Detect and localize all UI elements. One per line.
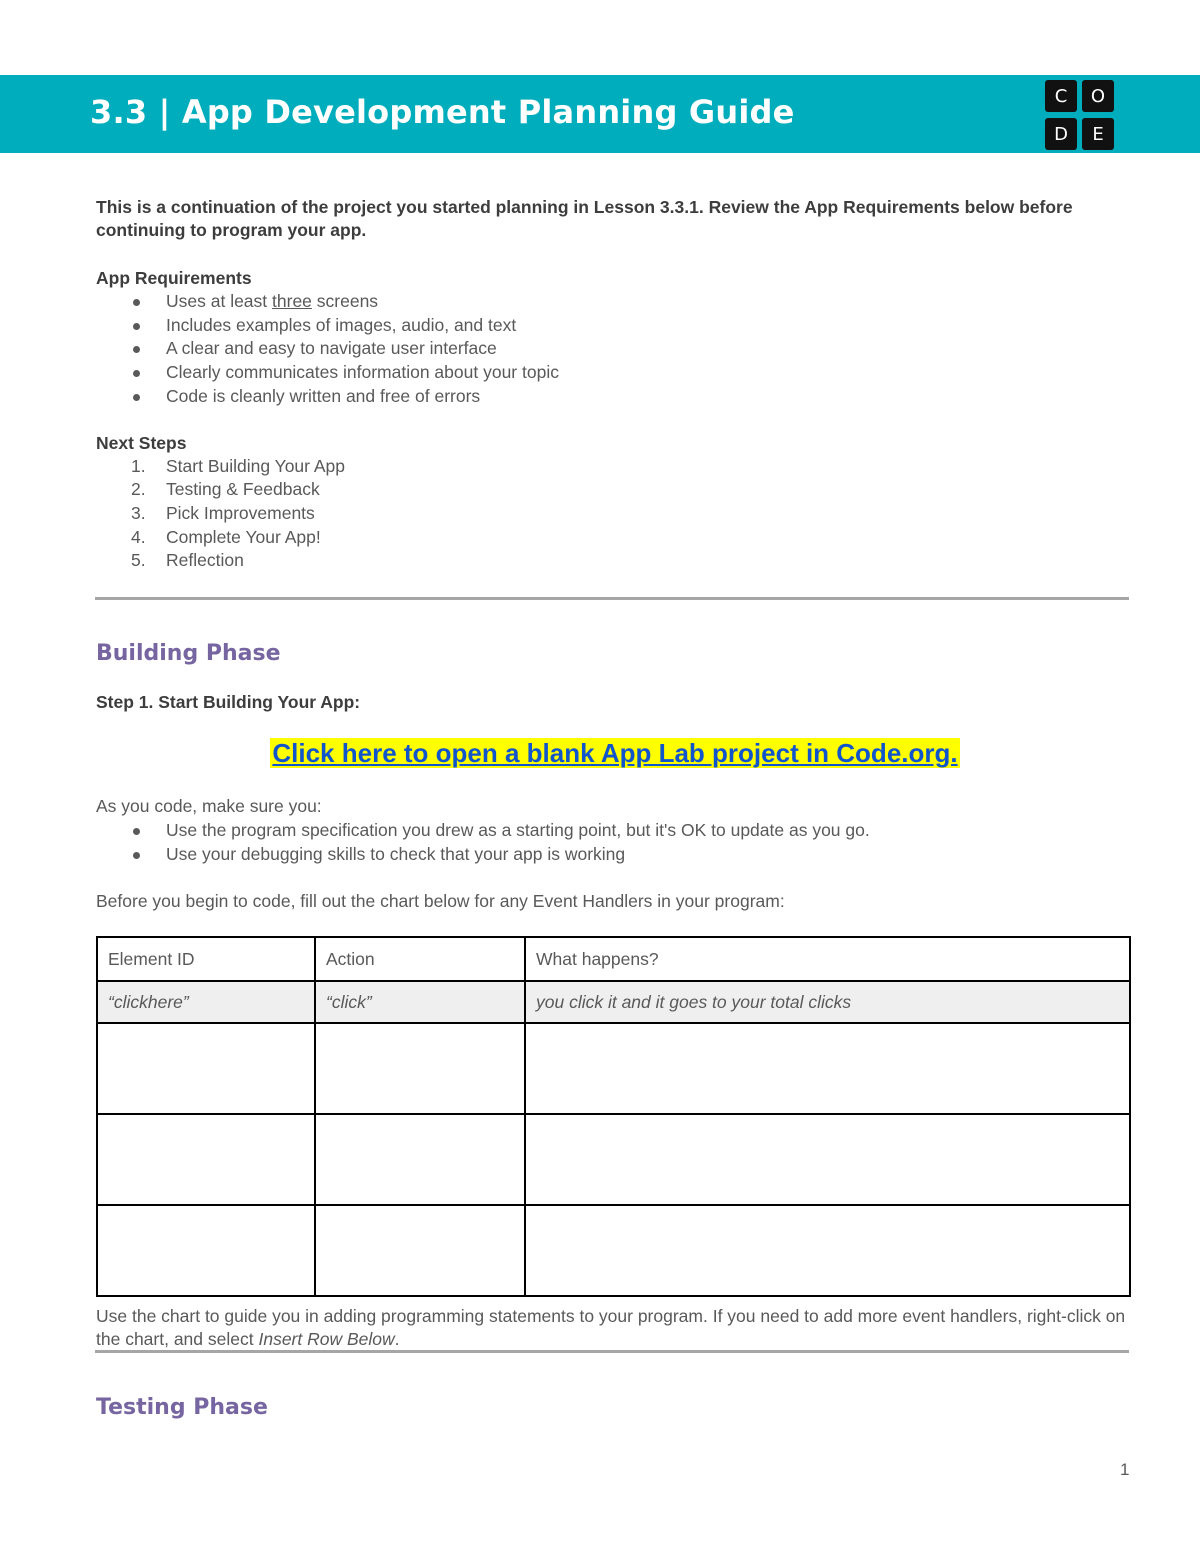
table-row (97, 1114, 1130, 1205)
item-text: Use the program specification you drew as a starting point, but it's OK to update as you go. (166, 820, 870, 840)
list-item (96, 290, 1136, 314)
logo-tile: D (1045, 118, 1077, 150)
note-italic-text: Insert Row Below (258, 1329, 395, 1349)
table-row (97, 1023, 1130, 1114)
step-number: 3. (131, 502, 146, 523)
step-number: 1. (131, 455, 146, 476)
table-row (97, 1205, 1130, 1296)
note-text: . (394, 1329, 400, 1349)
open-app-lab-link[interactable]: Click here to open a blank App Lab project in Code.org. (272, 738, 958, 768)
app-requirements-label: App Requirements (96, 268, 252, 288)
item-text: screens (311, 291, 379, 311)
item-text: Includes examples of images, audio, and text (166, 314, 517, 335)
list-item (96, 819, 1136, 843)
table-cell[interactable] (525, 1023, 1130, 1114)
as-you-code-text: As you code, make sure you: (96, 796, 322, 816)
section-divider (95, 597, 1129, 600)
header-what-happens: What happens? (525, 937, 1130, 981)
testing-phase-heading: Testing Phase (96, 1395, 268, 1420)
table-cell[interactable] (97, 1205, 315, 1296)
list-item (96, 502, 1136, 526)
item-text: Use your debugging skills to check that your app is working (166, 843, 626, 864)
bullet-icon (133, 346, 140, 353)
intro-section (96, 196, 1136, 573)
step-1-title: Step 1. Start Building Your App: (96, 692, 361, 712)
list-item (96, 843, 1136, 867)
table-cell[interactable] (97, 1114, 315, 1205)
step-number: 5. (131, 550, 146, 571)
step-number: 4. (131, 526, 146, 547)
step-text: Start Building Your App (166, 455, 346, 476)
table-cell[interactable] (525, 1114, 1130, 1205)
item-text: A clear and easy to navigate user interface (166, 338, 497, 359)
list-item (96, 337, 1136, 361)
step-number: 2. (131, 479, 146, 500)
logo-tile: C (1045, 80, 1077, 112)
coding-tips-list (96, 819, 1136, 866)
note-text: Use the chart to guide you in adding programming statements to your program. If you need to add more event handlers, right-click on the chart, and select (96, 1306, 1126, 1349)
table-cell[interactable] (315, 1205, 525, 1296)
bullet-icon (133, 323, 140, 330)
step-text: Reflection (166, 550, 244, 571)
bullet-icon (133, 828, 140, 835)
header-banner (0, 75, 1200, 153)
bullet-icon (133, 299, 140, 306)
next-steps-list (96, 455, 1136, 574)
next-steps-label: Next Steps (96, 432, 187, 453)
logo-tile: E (1082, 118, 1114, 150)
item-text: Uses at least (166, 291, 273, 311)
table-header-row (97, 937, 1130, 981)
list-item (96, 549, 1136, 573)
page-number: 1 (1120, 1460, 1130, 1479)
table-cell[interactable]: “click” (315, 981, 525, 1023)
table-cell[interactable] (525, 1205, 1130, 1296)
list-item (96, 385, 1136, 409)
table-cell[interactable]: “clickhere” (97, 981, 315, 1023)
building-phase-heading: Building Phase (96, 641, 281, 666)
list-item (96, 526, 1136, 550)
step-text: Pick Improvements (166, 502, 315, 523)
item-text: Clearly communicates information about your topic (166, 362, 559, 383)
before-code-text: Before you begin to code, fill out the chart below for any Event Handlers in your program: (96, 891, 785, 911)
table-cell[interactable] (97, 1023, 315, 1114)
link-container (0, 738, 1200, 769)
step-text: Testing & Feedback (166, 479, 320, 500)
table-cell[interactable]: you click it and it goes to your total clicks (525, 981, 1130, 1023)
logo-tile: O (1082, 80, 1114, 112)
code-org-logo (1045, 80, 1115, 150)
list-item (96, 455, 1136, 479)
app-requirements-list (96, 290, 1136, 409)
table-row (97, 981, 1130, 1023)
table-cell[interactable] (315, 1023, 525, 1114)
chart-guide-note (96, 1305, 1136, 1351)
header-element-id: Element ID (97, 937, 315, 981)
list-item (96, 478, 1136, 502)
bullet-icon (133, 852, 140, 859)
bullet-icon (133, 370, 140, 377)
header-action: Action (315, 937, 525, 981)
list-item (96, 361, 1136, 385)
list-item (96, 314, 1136, 338)
bullet-icon (133, 394, 140, 401)
table-cell[interactable] (315, 1114, 525, 1205)
item-text: Code is cleanly written and free of errors (166, 385, 481, 406)
item-underlined-text: three (272, 291, 312, 311)
step-text: Complete Your App! (166, 526, 321, 547)
section-divider (95, 1350, 1129, 1353)
page-title: 3.3 | App Development Planning Guide (90, 93, 795, 131)
event-handlers-table (96, 936, 1131, 1297)
intro-paragraph: This is a continuation of the project you started planning in Lesson 3.3.1. Review the App Requirements below before continuing to program your app. (96, 197, 1073, 240)
